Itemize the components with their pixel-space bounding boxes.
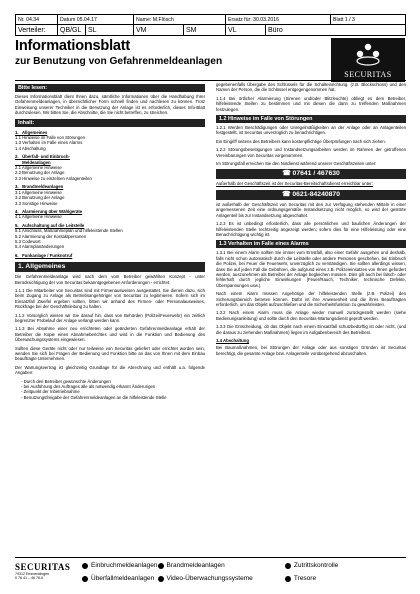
doc-replaces: Ersatz für: 30.03.2016 [226,15,331,24]
doc-number: Nr. 04.34 [16,15,58,24]
list-item: - bei Ausführung des Auftrages alle als notwendig erkannt Änderungen [21,384,156,390]
page-subtitle: zur Benutzung von Gefahrenmeldeanlagen [15,56,223,67]
section1-heading: 1. Allgemeines [15,262,205,272]
doc-author: Name: M.Flösch [134,15,226,24]
toc-item: 2.1 Allgemeine Hinweise [15,165,62,171]
left-column [15,82,205,400]
toc-item: 4.1 Allgemeine Hinweise [15,214,62,220]
toc-item: 1.1 Hinweise im Falle von Störungen [15,135,85,141]
service-item: Tresore [285,575,406,582]
toc-item: 5.1 Anschluss, Maßnahmeplan und hilfeleistende Stellen [15,228,123,234]
service-item: Brandmeldeanlagen [158,562,285,569]
paragraph-1-4: Bei Baumaßnahmen, bei Störungen der Anlage oder aus sonstigen Gründen ist Securitas berechtigt, die gesamte Anlage bzw. Anlagenteile vorübergehend abzuschalten. [216,345,406,356]
read-heading: Bitte lesen: [15,84,205,92]
divider [15,80,406,81]
paragraph-1-1-2: 1.1.2 Vorsorglich weisen wir Sie darauf hin, dass von Behörden (Polizei/Feuerwehr) ein zeitlich begrenzter Probelauf der Anlage verlangt werden kann. [15,312,205,323]
paragraph-1-3-1: 1.3.1 Bei einem Alarm sollten Sie immer vom Ernstfall, also einer Gefahr ausgehen und deshalb, falls nicht schon automatisch durch die Leitstelle oder andere Personen geschehen, bei Einbruch die Polizei, bei Feuer die Feuerwehr, unverzüglich zu verständigen. Sie sollten allerdings wissen, dass Sie auf jeden Fall die Gebühren, die aufgrund eines z.B. Polizeieinsatzes von Ihnen gefordert werden, auszunehmen als Betreiber der Anlage begleichen müssen. Dies gilt auch bei falsch- oder fehlerhaft durch jegliche Einwirkungen (Feuer/Rauch, Techniker, technische Defekte, Überspannungen usw.). [216,250,406,288]
paragraph-1-3-2: 1.3.2 Nach einem Alarm muss die Anlage wieder manuell zurückgestellt werden (siehe Bedienungsanleitung) und sollte durch den Securitas-Wartungsdienst geprüft werden. [216,310,406,321]
service-item: Einbruchmeldeanlagen [82,562,158,569]
toc-item: 5.2 Alarmierung der Kontaktpersonen [15,233,87,239]
toc-item: 2.3 Hinweise zu einzelnen Anlagenteilen [15,175,92,181]
footer-divider [15,557,406,558]
table-of-contents [15,130,205,259]
doc-sheet: Blatt 1 / 3 [333,16,355,23]
footer-logo-text: SECURITAS [15,562,71,572]
page-title: Informationsblatt [15,38,131,54]
footer-address: 79312 Emmendingen [15,572,50,576]
distribution-cell: SM [184,25,226,35]
distribution-cell: QB/GL [58,25,86,35]
footer [15,560,406,588]
section1-text: Die Gefahrenmeldeanlage wird nach dem vom Betreiber gewählten Konzept - unter Berücksichtigung der von Securitas bekanntgegebenen Anforderungen - errichtet. [15,274,205,285]
list-item: - Durch den Betreiber gewünschte Änderungen [21,378,111,384]
toc-item: 1.3 Verhalten im Falle eines Alarms [15,140,83,146]
faults-heading: 1.2 Hinweise im Falle von Störungen [216,115,406,123]
distribution-cell: VL [226,25,266,35]
title-block [15,38,305,68]
after-hours-text: Außerhalb der Geschäftszeit ist der Securitas-Bereitschaftsdienst erreichbar unter: [216,181,373,187]
service-item: Zutrittskontrolle [285,562,406,569]
toc-item: 1.4 Abschaltung [15,145,46,151]
paragraph-1-2-3: 1.2.3 Es ist unbedingt erforderlich, dass alle persönlichen und baulichen Änderungen der hilfeleistenden Stelle rechtzeitig angezeigt werden; sofern dies für eine Hilfeleistung oder eine Benachrichtigung wichtig ist. [216,221,406,237]
toc-section: 5. Aufschaltung auf die Leitstelle [15,222,85,228]
bullet-icon [285,563,291,569]
service-item: Video-Überwachungssysteme [158,575,285,582]
toc-item: 2.2 Benutzung der Anlage [15,170,65,176]
toc-item: 3.3 Sonstige Hinweise [15,200,58,206]
bullet-icon [158,563,164,569]
paragraph-1-2-2: 1.2.2 Störungsbeseitigungen und Instandsetzungsarbeiten werden im Rahmen der getroffenen Vereinbarungen von Securitas vorgenommen. [216,147,406,158]
toc-item: 5.4 Alarmplanänderungen [15,244,65,250]
paragraph-suppliers: Sollten diese Geräte nicht oder nur teilweise von Securitas geliefert oder errichtet worden sein, wenden Sie sich bei Fragen der Bedienung und Funktion bitte an das von Ihnen mit dem Einbau beauftragte Unternehmen. [15,345,205,362]
toc-section: 6. Funkanlage / Funknotruf [15,252,73,258]
header-table [15,14,406,36]
service-item: Überfallmeldeanlagen [82,575,158,582]
bullet-icon [285,576,291,582]
toc-item: 5.3 Codewort [15,238,41,244]
distribution-cell: Büro [268,26,283,34]
distribution-label: Verteiler: [16,25,58,35]
header-row-meta [16,15,405,25]
bullet-icon [82,563,88,569]
intro-text: Dieses Informationsblatt dient Ihnen dazu, sämtliche Informationen über die Handhabung Ihrer Gefahrenmeldeanlagen, in übersichtlicher Form schnell finden und nachlesen zu können. Trotz Einweisung unserer Techniker in die Benutzung der Anlage ist es erforderlich, dieses Info-Blatt durchzulesen. Wir bitten Sie, die Abschnitte, die Sie nicht betreffen, zu streichen. [15,94,205,116]
footer-services [82,562,406,582]
bullet-icon [158,576,164,582]
securitas-logo [331,38,405,82]
toc-item: 3.2 Benutzung der Anlage [15,195,65,201]
phone-business-hours: ☎ 07641 / 467630 [216,169,406,179]
alarm-heading: 1.3 Verhalten im Falle eines Alarms [216,240,406,248]
toc-section: 3. Brandmeldeanlagen [15,184,64,190]
phone-after-hours: ☎ 0621-84240870 [216,190,406,200]
paragraph-intervention: Ein Eingriff seitens des Betreibers kann kostenpflichtige Überprüfungen nach sich ziehen. [216,138,386,144]
paragraph-access: Nach einem Alarm müssen Angehörige der hilfeleistenden Stelle (z.B. Polizei) den Sicherungsbereich betreten können. Dafür ist ihre Anwesenheit und die ihres Beauftragten erforderlich, um das Objekt aufzuschließen und die Sicherheitsfunktion zu gewährleisten. [216,291,406,307]
key-handover-text: gegebenenfalls Übergabe des Schlüssels für die Schalteinrichtung. (z.B. Blockschloss) und den Namen der Person, die die Schlüssel entgegengenommen hat. [216,82,406,93]
list-item: - Zeitpunkt der Inbetriebnahme [21,389,80,395]
paragraph-hotline: Im Störungsfall erreichen Sie den Notdienst während unserer Geschäftszeiten unter: [216,161,377,167]
paragraph-1-1-4: 1.1.4 Bei örtlicher Alarmierung (Sirenen und/oder Blitzleuchte) obliegt es dem Betreiber, hilfeleistende Stellen zu bestimmen und mit diesen die dann zu treffenden Maßnahmen festzulegen. [216,95,406,112]
contents-heading: Inhalt: [15,119,205,127]
doc-date: Datum 05.04.17 [58,15,134,24]
paragraph-1-2-1: 1.2.1 Werden Beschädigungen oder Unregelmäßigkeiten an der Anlage oder an Anlagenteilen festgestellt, ist Securitas unverzüglich zu benachrichtigen. [216,125,406,136]
toc-section: 4. Alarmierung über Wählgeräte [15,208,83,214]
paragraph-1-3-3: 1.3.3 Die Entscheidung, ob das Objekt nach einem Einsatzfall schutzbedürftig ist oder nicht, (und die daraus zu ziehenden Maßnahmen) liegen im Aufgabenbereich des Betreibers. [216,324,406,335]
toc-item: 3.1 Allgemeine Hinweise [15,189,62,195]
toc-section: 2. Überfall- und Einbruch- Meldeanlagen [15,154,70,165]
paragraph-contract: Der Wartungsvertrag ist gleichzeitig Grundlage für die Abrechnung und enthält u.a. folgende Angaben: [15,364,205,376]
right-column [216,82,406,359]
shutdown-heading: 1.4 Abschaltung [216,338,250,343]
securitas-dots-icon [353,42,383,68]
footer-logo [15,562,75,581]
logo-text: SECURITAS [344,70,392,79]
distribution-cell: VM [134,25,184,35]
paragraph-1-1-1: 1.1.1 Die Mitarbeiter von Securitas sind mit Firmenausweisen ausgestattet. Sie dienen dazu, sich beim Zugang zu Anlage als Betriebsangehöriger von Securitas zu legitimieren. Sofern sich im Einsatzfall Zweifel ergeben sollten, bitten wir anhand des Firmen- oder Personalausweises, Rückfrage bei der Geschäftsleitung zu halten. [15,287,205,310]
bullet-icon [82,576,88,582]
paragraph-1-1-3: 1.1.3 Bei Abnahme einer neu errichteten oder geänderten Gefahrenmeldeanlage erhält der Betreiber die Kopie eines Abnahmeberichtes und wird in die Funktion und Bedienung des Überwachungssystems eingewiesen. [15,326,205,343]
distribution-cell: SL [86,25,134,35]
header-row-distribution [16,25,405,35]
paragraph-repair: ist außerhalb der Geschäftszeit von Securitas mit den zur Verfügung stehenden Mitteln in einer angemessenen Zeit eine ordnungsgemäße Instandsetzung nicht möglich, so wird der gestörte Anlagenteil bis zur Instandsetzung abgeschaltet. [216,201,406,218]
footer-phone: 0 76 41 – 46 76-0 [15,576,44,581]
list-item: - Benutzungsfreigabe der Gefahrenmeldeanlagen an die hilfeleistende Stelle [21,394,167,400]
toc-section: 1. Allgemeines [15,129,48,135]
